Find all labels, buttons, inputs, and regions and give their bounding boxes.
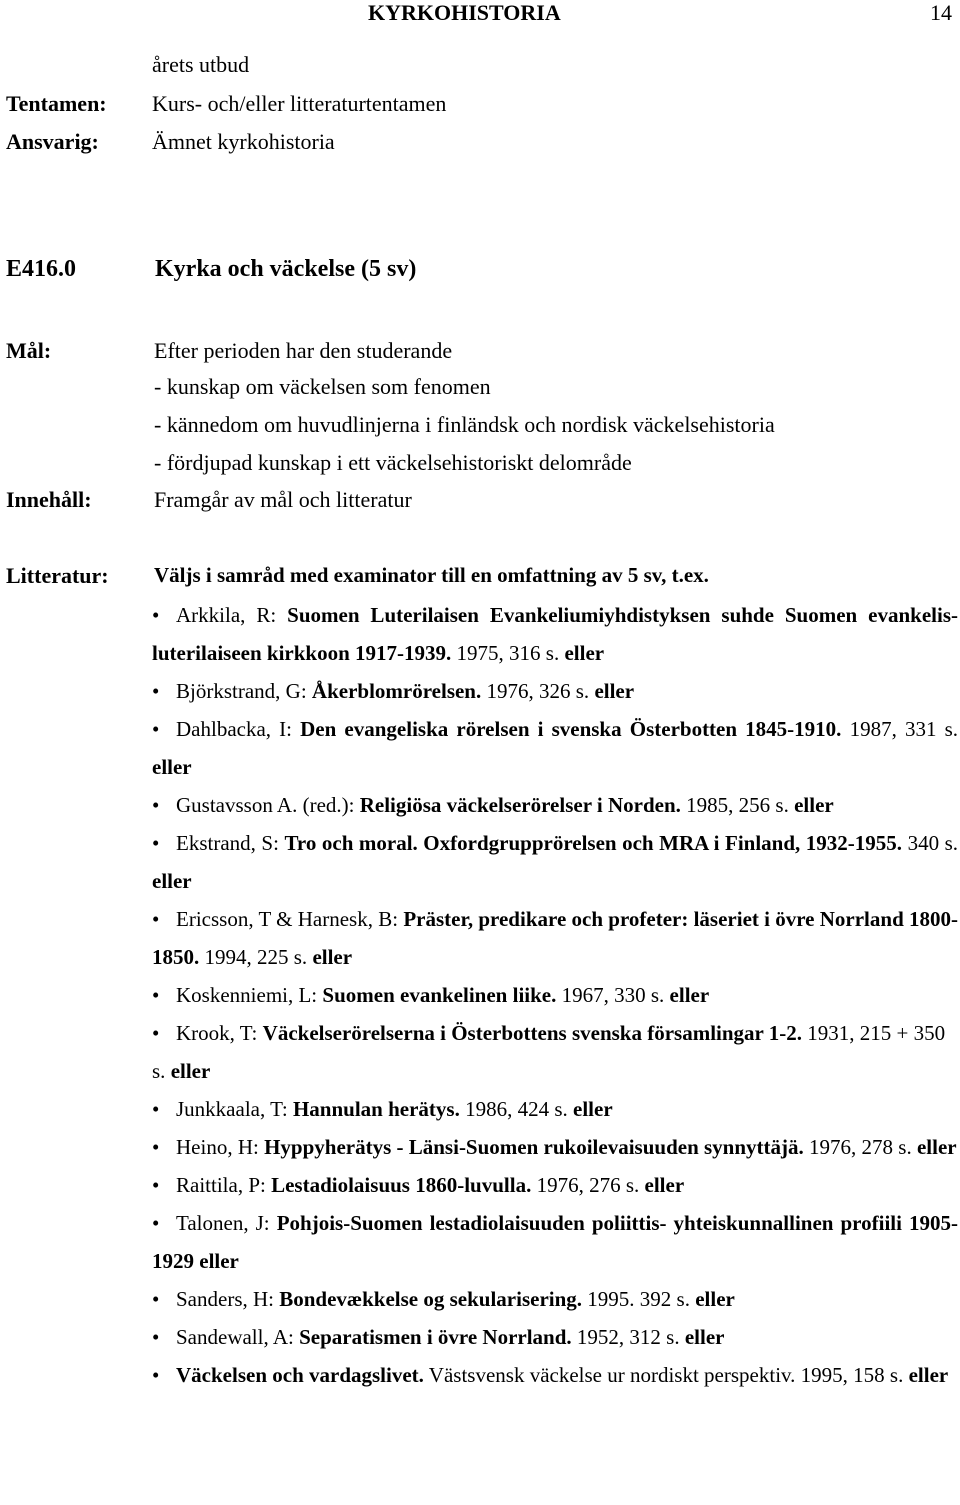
reference-or: eller — [564, 641, 605, 665]
reference-item — [152, 1014, 958, 1090]
reference-item — [152, 1090, 958, 1128]
reference-title: Tro och moral. Oxfordgrupprörelsen och MRA i Finland, 1932-1955. — [284, 831, 903, 855]
exam-value: Kurs- och/eller litteraturtentamen — [152, 91, 447, 116]
goal-line: - fördjupad kunskap i ett väckelsehistoriskt delområde — [154, 450, 632, 475]
reference-details: 1987, 331 s. — [849, 717, 958, 741]
bullet-icon: • — [152, 831, 160, 855]
bullet-icon: • — [152, 907, 160, 931]
bullet-icon: • — [152, 1097, 160, 1121]
reference-item — [152, 1204, 958, 1280]
reference-item — [152, 900, 958, 976]
reference-details: 340 s. — [907, 831, 959, 855]
reference-title: Suomen Luterilaisen Evankeliumiyhdistyksen suhde Suomen evankelis-luterilaiseen kirkkoon 1917-1939. — [152, 603, 958, 665]
reference-author: Björkstrand, G: — [176, 679, 307, 703]
previous-line-text: årets utbud — [152, 52, 250, 77]
reference-or: eller — [794, 793, 834, 817]
reference-author: Heino, H: — [176, 1135, 259, 1159]
responsible-value: Ämnet kyrkohistoria — [152, 129, 335, 154]
reference-details: 1994, 225 s. — [204, 945, 308, 969]
reference-details: 1952, 312 s. — [576, 1325, 680, 1349]
reference-or: eller — [695, 1287, 735, 1311]
reference-item — [152, 710, 958, 786]
goal-line: - kännedom om huvudlinjerna i finländsk och nordisk väckelsehistoria — [154, 412, 775, 437]
reference-title: Religiösa väckelserörelser i Norden. — [359, 793, 681, 817]
reference-or: eller — [669, 983, 710, 1007]
reference-or: eller — [573, 1097, 613, 1121]
running-header-title: KYRKOHISTORIA — [368, 0, 561, 25]
goals-label: Mål: — [6, 338, 52, 363]
reference-item — [152, 596, 958, 672]
reference-title: Lestadiolaisuus 1860-luvulla. — [271, 1173, 532, 1197]
reference-author: Ekstrand, S: — [176, 831, 279, 855]
reference-author: Arkkila, R: — [176, 603, 277, 627]
reference-list — [152, 596, 958, 1394]
reference-author: Koskenniemi, L: — [176, 983, 318, 1007]
reference-author: Krook, T: — [176, 1021, 258, 1045]
reference-item — [152, 1356, 958, 1394]
goal-line: - kunskap om väckelsen som fenomen — [154, 374, 491, 399]
reference-title: Väckelserörelserna i Österbottens svenska församlingar 1-2. — [262, 1021, 802, 1045]
bullet-icon: • — [152, 1325, 160, 1349]
reference-item — [152, 786, 958, 824]
responsible-label: Ansvarig: — [6, 129, 99, 154]
reference-details: 1986, 424 s. — [465, 1097, 568, 1121]
reference-details: 1995. 392 s. — [587, 1287, 690, 1311]
reference-title: Åkerblomrörelsen. — [311, 679, 482, 703]
reference-or: eller — [170, 1059, 211, 1083]
reference-details: 1976, 326 s. — [486, 679, 590, 703]
exam-label: Tentamen: — [6, 91, 107, 116]
reference-or: eller — [152, 755, 192, 779]
reference-details: 1967, 330 s. — [561, 983, 665, 1007]
course-code: E416.0 — [6, 256, 77, 282]
literature-intro: Väljs i samråd med examinator till en omfattning av 5 sv, t.ex. — [154, 563, 709, 587]
reference-author: Raittila, P: — [176, 1173, 266, 1197]
bullet-icon: • — [152, 1135, 160, 1159]
reference-or: eller — [199, 1249, 239, 1273]
reference-author: Talonen, J: — [176, 1211, 270, 1235]
bullet-icon: • — [152, 1211, 160, 1235]
reference-details: Västsvensk väckelse ur nordiskt perspektiv. 1995, 158 s. — [428, 1363, 904, 1387]
reference-author: Sandewall, A: — [176, 1325, 294, 1349]
reference-or: eller — [908, 1363, 949, 1387]
reference-or: eller — [916, 1135, 957, 1159]
bullet-icon: • — [152, 1173, 160, 1197]
bullet-icon: • — [152, 983, 160, 1007]
reference-title: Väckelsen och vardagslivet. — [176, 1363, 424, 1387]
reference-or: eller — [594, 679, 635, 703]
reference-or: eller — [684, 1325, 725, 1349]
reference-details: 1976, 276 s. — [536, 1173, 640, 1197]
reference-details: 1975, 316 s. — [456, 641, 560, 665]
reference-item — [152, 1318, 958, 1356]
content-label: Innehåll: — [6, 487, 92, 512]
reference-author: Sanders, H: — [176, 1287, 274, 1311]
content-text: Framgår av mål och litteratur — [154, 487, 412, 512]
reference-author: Junkkaala, T: — [176, 1097, 288, 1121]
bullet-icon: • — [152, 603, 160, 627]
reference-or: eller — [152, 869, 192, 893]
bullet-icon: • — [152, 1287, 160, 1311]
reference-item — [152, 1128, 958, 1166]
reference-title: Suomen evankelinen liike. — [322, 983, 557, 1007]
reference-item — [152, 1166, 958, 1204]
reference-details: 1976, 278 s. — [809, 1135, 912, 1159]
course-title: Kyrka och väckelse (5 sv) — [155, 256, 417, 282]
reference-item — [152, 824, 958, 900]
bullet-icon: • — [152, 793, 160, 817]
bullet-icon: • — [152, 679, 160, 703]
reference-author: Gustavsson A. (red.): — [176, 793, 355, 817]
reference-title: Den evangeliska rörelsen i svenska Österbotten 1845-1910. — [300, 717, 842, 741]
reference-item — [152, 1280, 958, 1318]
reference-author: Dahlbacka, I: — [176, 717, 292, 741]
reference-or: eller — [312, 945, 353, 969]
reference-title: Pohjois-Suomen lestadiolaisuuden poliittis- yhteiskunnallinen profiili 1905-1929 — [152, 1211, 958, 1273]
reference-title: Bondevækkelse og sekularisering. — [279, 1287, 583, 1311]
reference-title: Hyppyherätys - Länsi-Suomen rukoilevaisuuden synnyttäjä. — [264, 1135, 804, 1159]
bullet-icon: • — [152, 1021, 160, 1045]
reference-item — [152, 976, 958, 1014]
reference-title: Hannulan herätys. — [292, 1097, 460, 1121]
reference-title: Präster, predikare och profeter: läseriet i övre Norrland 1800-1850. — [152, 907, 958, 969]
literature-label: Litteratur: — [6, 563, 109, 588]
reference-details: 1931, 215 + 350 s. — [152, 1021, 946, 1083]
page-number: 14 — [930, 0, 952, 25]
reference-item — [152, 672, 958, 710]
reference-or: eller — [644, 1173, 685, 1197]
reference-details: 1985, 256 s. — [686, 793, 789, 817]
reference-author: Ericsson, T & Harnesk, B: — [176, 907, 399, 931]
bullet-icon: • — [152, 717, 160, 741]
bullet-icon: • — [152, 1363, 160, 1387]
goal-line: Efter perioden har den studerande — [154, 338, 453, 363]
reference-title: Separatismen i övre Norrland. — [299, 1325, 572, 1349]
